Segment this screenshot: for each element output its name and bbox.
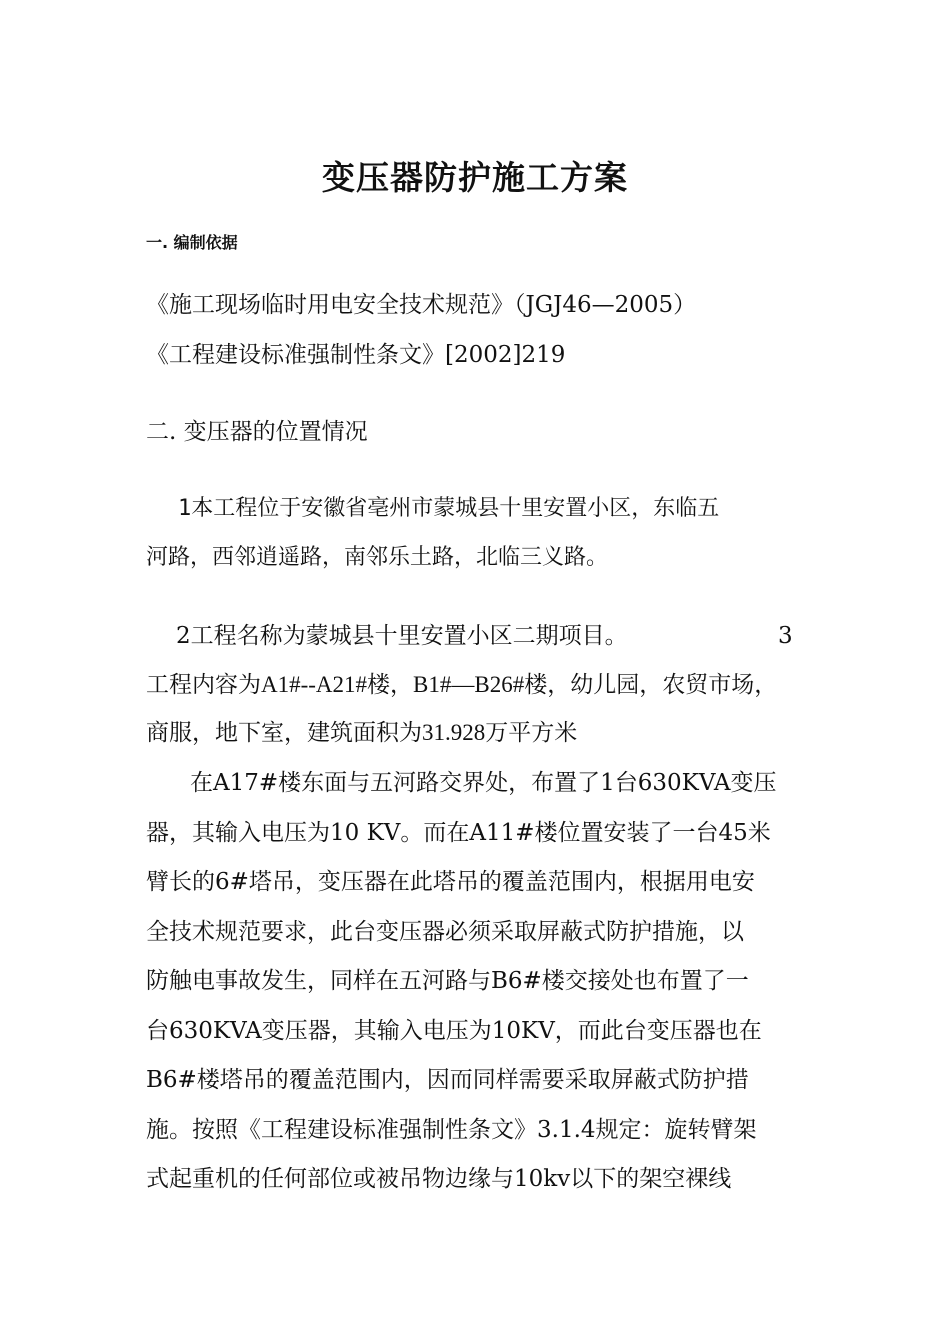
paragraph-line: 商服，地下室，建筑面积为31.928万平方米 [146,720,578,745]
paragraph-line: 防触电事故发生，同样在五河路与B6#楼交接处也布置了一 [146,968,749,994]
paragraph-line: 工程内容为A1#--A21#楼，B1#—B26#楼，幼儿园，农贸市场， [146,672,778,697]
document-title: 变压器防护施工方案 [322,158,628,197]
paragraph-line: 臂长的6#塔吊，变压器在此塔吊的覆盖范围内，根据用电安 [146,869,755,895]
paragraph-line: B6#楼塔吊的覆盖范围内，因而同样需要采取屏蔽式防护措 [146,1067,749,1093]
reference-line: 《施工现场临时用电安全技术规范》（JGJ46—2005） [146,292,697,318]
paragraph-line: 在A17#楼东面与五河路交界处，布置了1台630KVA变压 [190,770,777,796]
paragraph-line: 1本工程位于安徽省亳州市蒙城县十里安置小区，东临五 [178,496,720,521]
paragraph-line: 台630KVA变压器，其输入电压为10KV，而此台变压器也在 [146,1018,762,1044]
paragraph-line: 器，其输入电压为10 KV。而在A11#楼位置安装了一台45米 [146,820,771,846]
paragraph-line: 全技术规范要求，此台变压器必须采取屏蔽式防护措施，以 [146,919,744,945]
section-2-heading: 二. 变压器的位置情况 [146,419,368,445]
paragraph-line: 式起重机的任何部位或被吊物边缘与10kv以下的架空裸线 [146,1166,732,1192]
paragraph-line: 2工程名称为蒙城县十里安置小区二期项目。 [176,623,628,649]
paragraph-line: 施。按照《工程建设标准强制性条文》3.1.4规定：旋转臂架 [146,1117,757,1143]
paragraph-line: 3 [778,623,793,649]
reference-line: 《工程建设标准强制性条文》[2002]219 [146,342,566,368]
section-1-heading: 一. 编制依据 [146,233,238,252]
paragraph-line: 河路，西邻逍遥路，南邻乐土路，北临三义路。 [146,545,609,570]
